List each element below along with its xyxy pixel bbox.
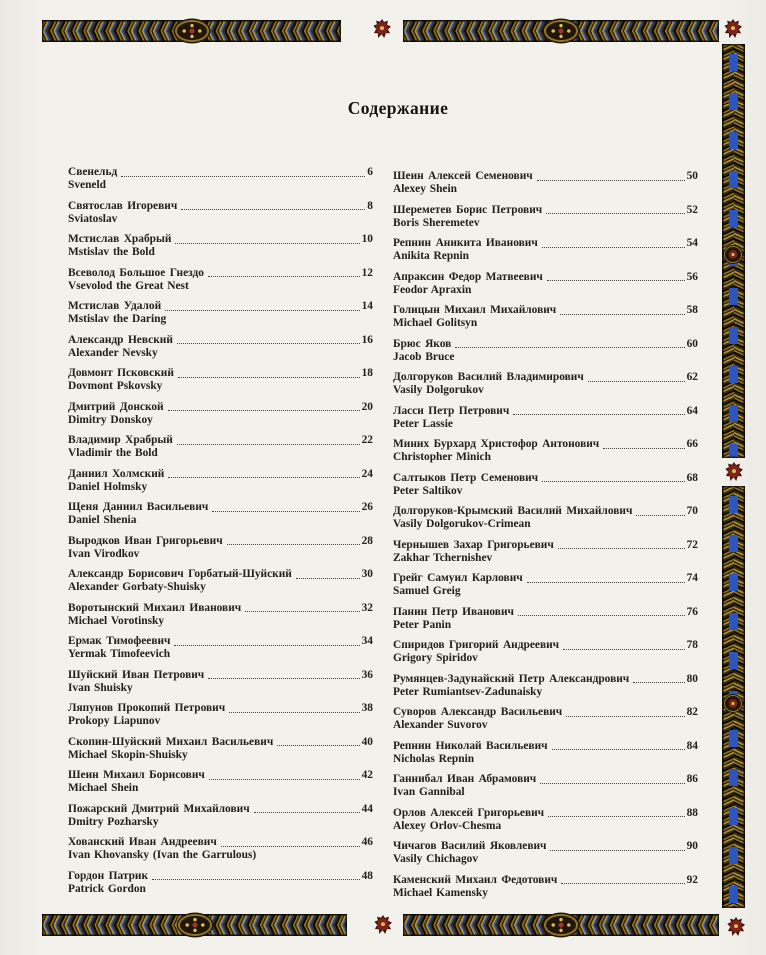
entry-page-number: 88 — [686, 806, 698, 819]
entry-title-english: Christopher Minich — [393, 451, 491, 463]
entry-page-number: 8 — [367, 199, 373, 212]
toc-entry-line — [393, 472, 698, 485]
dot-leader — [546, 213, 684, 214]
toc-entry-line — [68, 870, 373, 883]
dot-leader — [566, 716, 684, 717]
entry-title-russian: Панин Петр Иванович — [393, 605, 514, 618]
toc-entry-line — [68, 535, 373, 548]
dot-leader — [227, 544, 360, 545]
entry-title-russian: Долгоруков-Крымский Василий Михайлович — [393, 505, 633, 517]
toc-entry — [393, 170, 698, 204]
entry-page-number: 58 — [686, 304, 698, 316]
toc-entry-line — [393, 572, 698, 585]
entry-title-russian: Шуйский Иван Петрович — [68, 668, 205, 681]
entry-page-number: 72 — [686, 538, 698, 551]
entry-page-number: 52 — [686, 203, 698, 216]
entry-page-number: 18 — [361, 367, 373, 379]
dot-leader — [245, 611, 359, 612]
toc-entry — [68, 401, 373, 435]
toc-entry-line — [68, 200, 373, 213]
toc-entry — [393, 572, 698, 606]
entry-title-russian: Ласси Петр Петрович — [393, 404, 510, 417]
toc-entry — [393, 472, 698, 506]
toc-entry — [393, 371, 698, 405]
entry-title-english: Mstislav the Bold — [68, 246, 155, 258]
toc-entry — [68, 602, 373, 636]
entry-title-russian: Чичагов Василий Яковлевич — [393, 840, 547, 852]
entry-page-number: 60 — [686, 337, 698, 350]
oval-medallion-icon — [178, 914, 212, 936]
toc-entry — [68, 300, 373, 334]
toc-entry — [68, 434, 373, 468]
entry-title-english: Mstislav the Daring — [68, 313, 167, 325]
toc-entry-line — [393, 807, 698, 820]
toc-entry-line — [393, 170, 698, 183]
entry-page-number: 54 — [686, 237, 698, 249]
entry-title-english: Vladimir the Bold — [68, 447, 158, 459]
entry-title-english: Vsevolod the Great Nest — [68, 279, 189, 292]
toc-entry-line — [68, 434, 373, 447]
entry-title-russian: Гордон Патрик — [68, 869, 149, 882]
dot-leader — [558, 548, 685, 549]
toc-entry — [68, 166, 373, 200]
dot-leader — [542, 481, 685, 482]
entry-title-russian: Владимир Храбрый — [68, 434, 173, 446]
toc-entry-line — [393, 539, 698, 552]
entry-title-english: Vasily Chichagov — [393, 853, 479, 865]
dot-leader — [563, 649, 685, 650]
dot-leader — [550, 850, 684, 851]
entry-title-english: Boris Sheremetev — [393, 216, 480, 229]
entry-title-russian: Хованский Иван Андреевич — [68, 836, 217, 848]
dot-leader — [277, 745, 359, 746]
toc-entry — [68, 334, 373, 368]
entry-page-number: 26 — [361, 501, 373, 513]
dot-leader — [208, 276, 360, 277]
rosette-icon — [374, 915, 392, 935]
dot-leader — [518, 615, 685, 616]
dot-leader — [209, 779, 360, 780]
toc-entry-line — [393, 204, 698, 217]
toc-column-left — [68, 166, 373, 903]
entry-page-number: 70 — [686, 505, 698, 517]
toc-entry — [68, 367, 373, 401]
dot-leader — [633, 682, 684, 683]
toc-entry — [393, 740, 698, 774]
toc-entry-line — [393, 371, 698, 384]
entry-title-english: Alexander Suvorov — [393, 719, 488, 731]
toc-entry-line — [68, 267, 373, 280]
entry-title-english: Vasily Dolgorukov-Crimean — [393, 518, 531, 530]
entry-title-russian: Долгоруков Василий Владимирович — [393, 371, 584, 383]
round-medallion-icon — [724, 695, 742, 712]
entry-page-number: 24 — [361, 467, 373, 480]
entry-title-english: Sviatoslav — [68, 212, 118, 225]
entry-title-russian: Салтыков Петр Семенович — [393, 471, 539, 484]
round-medallion-icon — [724, 246, 742, 263]
entry-title-english: Grigory Spiridov — [393, 652, 478, 664]
toc-entry-line — [393, 840, 698, 853]
toc-entry-line — [393, 706, 698, 719]
entry-page-number: 40 — [361, 735, 373, 748]
dot-leader — [152, 879, 360, 880]
top-right-garland-band — [403, 20, 719, 42]
entry-title-russian: Шереметев Борис Петрович — [393, 203, 543, 216]
entry-title-english: Peter Lassie — [393, 417, 453, 430]
toc-entry — [393, 673, 698, 707]
entry-title-russian: Дмитрий Донской — [68, 400, 164, 413]
entry-page-number: 34 — [361, 635, 373, 647]
entry-title-russian: Спиридов Григорий Андреевич — [393, 639, 560, 651]
entry-title-english: Peter Saltikov — [393, 484, 463, 497]
toc-entry — [393, 706, 698, 740]
toc-entry-line — [393, 438, 698, 451]
entry-page-number: 16 — [361, 333, 373, 346]
entry-title-russian: Мстислав Храбрый — [68, 233, 172, 245]
entry-title-russian: Щеня Даниил Васильевич — [68, 501, 209, 513]
entry-title-russian: Выродков Иван Григорьевич — [68, 534, 223, 547]
entry-title-russian: Грейг Самуил Карлович — [393, 572, 523, 584]
entry-page-number: 56 — [686, 270, 698, 283]
toc-entry — [68, 267, 373, 301]
dot-leader — [121, 176, 365, 177]
entry-title-russian: Ляпунов Прокопий Петрович — [68, 702, 226, 714]
entry-title-russian: Суворов Александр Васильевич — [393, 706, 563, 718]
entry-page-number: 32 — [361, 601, 373, 614]
entry-title-russian: Голицын Михаил Михайлович — [393, 304, 557, 316]
entry-title-english: Michael Skopin-Shuisky — [68, 748, 188, 761]
entry-title-russian: Апраксин Федор Матвеевич — [393, 270, 543, 283]
entry-title-english: Alexander Gorbaty-Shuisky — [68, 581, 206, 593]
toc-entry — [68, 836, 373, 870]
entry-title-russian: Александр Борисович Горбатый-Шуйский — [68, 568, 292, 580]
entry-page-number: 68 — [686, 471, 698, 484]
toc-entry — [393, 539, 698, 573]
entry-title-english: Anikita Repnin — [393, 250, 470, 262]
toc-entry-line — [68, 166, 373, 179]
toc-entry — [68, 736, 373, 770]
entry-page-number: 82 — [686, 706, 698, 718]
entry-title-english: Dimitry Donskoy — [68, 413, 153, 426]
entry-title-english: Jacob Bruce — [393, 350, 455, 363]
entry-title-russian: Каменский Михаил Федотович — [393, 873, 558, 886]
entry-title-russian: Чернышев Захар Григорьевич — [393, 538, 554, 551]
toc-entry — [68, 870, 373, 904]
entry-title-russian: Александр Невский — [68, 333, 173, 346]
toc-entry — [68, 468, 373, 502]
toc-entry — [393, 639, 698, 673]
entry-page-number: 38 — [361, 702, 373, 714]
entry-page-number: 12 — [361, 266, 373, 279]
dot-leader — [560, 314, 684, 315]
entry-title-english: Dovmont Pskovsky — [68, 380, 163, 392]
bottom-right-garland-band — [403, 914, 719, 936]
toc-entry-line — [393, 405, 698, 418]
toc-entry — [393, 438, 698, 472]
entry-page-number: 66 — [686, 438, 698, 450]
toc-entry-line — [393, 271, 698, 284]
toc-entry-line — [393, 338, 698, 351]
entry-title-russian: Шеин Алексей Семенович — [393, 170, 533, 182]
entry-title-english: Feodor Apraxin — [393, 283, 472, 296]
entry-title-russian: Даниил Холмский — [68, 467, 165, 480]
toc-entry-line — [68, 635, 373, 648]
toc-entry — [68, 702, 373, 736]
toc-entry-line — [68, 769, 373, 782]
dot-leader — [636, 515, 684, 516]
dot-leader — [165, 310, 359, 311]
toc-entry — [393, 773, 698, 807]
dot-leader — [455, 347, 684, 348]
dot-leader — [547, 280, 685, 281]
entry-page-number: 14 — [361, 300, 373, 312]
toc-entry-line — [393, 673, 698, 686]
entry-title-english: Patrick Gordon — [68, 882, 146, 895]
oval-medallion-icon — [175, 20, 209, 42]
toc-entry-line — [393, 874, 698, 887]
entry-title-russian: Шеин Михаил Борисович — [68, 769, 205, 781]
dot-leader — [537, 180, 685, 181]
dot-leader — [552, 749, 685, 750]
dot-leader — [513, 414, 684, 415]
toc-entry-line — [68, 233, 373, 246]
entry-title-english: Ivan Virodkov — [68, 547, 140, 560]
toc-entry-line — [68, 334, 373, 347]
toc-entry-line — [68, 602, 373, 615]
dot-leader — [540, 783, 684, 784]
dot-leader — [181, 209, 365, 210]
entry-page-number: 42 — [361, 769, 373, 781]
toc-entry-line — [393, 505, 698, 518]
entry-page-number: 86 — [686, 773, 698, 785]
page-title: Содержание — [347, 98, 449, 118]
entry-title-english: Peter Rumiantsev-Zadunaisky — [393, 685, 543, 698]
dot-leader — [168, 410, 360, 411]
dot-leader — [174, 645, 359, 646]
entry-page-number: 22 — [361, 434, 373, 446]
dot-leader — [603, 448, 684, 449]
entry-title-russian: Румянцев-Задунайский Петр Александрович — [393, 672, 630, 685]
entry-title-russian: Мстислав Удалой — [68, 300, 162, 312]
toc-entry — [393, 405, 698, 439]
toc-entry — [68, 233, 373, 267]
toc-entry — [393, 840, 698, 874]
entry-title-russian: Воротынский Михаил Иванович — [68, 601, 242, 614]
toc-entry — [393, 271, 698, 305]
entry-title-english: Alexander Nevsky — [68, 346, 158, 359]
toc-entry — [393, 338, 698, 372]
entry-title-english: Zakhar Tchernishev — [393, 551, 493, 564]
toc-entry — [393, 237, 698, 271]
toc-entry — [393, 807, 698, 841]
bottom-left-garland-band — [42, 914, 347, 936]
entry-page-number: 90 — [686, 840, 698, 852]
oval-medallion-icon — [544, 914, 578, 936]
entry-title-english: Michael Vorotinsky — [68, 614, 165, 627]
dot-leader — [177, 444, 360, 445]
toc-entry — [68, 535, 373, 569]
entry-page-number: 20 — [361, 400, 373, 413]
dot-leader — [178, 377, 360, 378]
entry-title-english: Vasily Dolgorukov — [393, 384, 484, 396]
toc-entry-line — [68, 669, 373, 682]
entry-page-number: 80 — [686, 672, 698, 685]
entry-title-english: Ivan Khovansky (Ivan the Garrulous) — [68, 849, 257, 861]
rosette-icon — [725, 462, 743, 482]
entry-title-russian: Ганнибал Иван Абрамович — [393, 773, 537, 785]
entry-title-english: Peter Panin — [393, 618, 452, 631]
entry-page-number: 78 — [686, 639, 698, 651]
entry-title-english: Ivan Gannibal — [393, 786, 465, 798]
oval-medallion-icon — [544, 20, 578, 42]
entry-page-number: 84 — [686, 739, 698, 752]
entry-page-number: 92 — [686, 873, 698, 886]
toc-column-right — [393, 170, 698, 907]
entry-title-russian: Репнин Николай Васильевич — [393, 739, 548, 752]
toc-entry-line — [68, 300, 373, 313]
entry-page-number: 48 — [361, 869, 373, 882]
toc-entry — [393, 304, 698, 338]
dot-leader — [175, 243, 359, 244]
dot-leader — [212, 511, 359, 512]
top-left-garland-band — [42, 20, 341, 42]
dot-leader — [527, 582, 685, 583]
entry-title-english: Michael Golitsyn — [393, 317, 478, 329]
dot-leader — [561, 883, 684, 884]
entry-page-number: 30 — [361, 568, 373, 580]
entry-page-number: 62 — [686, 371, 698, 383]
entry-title-russian: Ермак Тимофеевич — [68, 635, 171, 647]
entry-title-russian: Всеволод Большое Гнездо — [68, 266, 204, 279]
entry-page-number: 74 — [686, 572, 698, 584]
toc-entry-line — [68, 468, 373, 481]
entry-title-russian: Миних Бурхард Христофор Антонович — [393, 438, 600, 450]
entry-page-number: 36 — [361, 668, 373, 681]
toc-entry-line — [68, 367, 373, 380]
entry-page-number: 50 — [686, 170, 698, 182]
entry-title-english: Daniel Holmsky — [68, 480, 148, 493]
toc-entry-line — [68, 736, 373, 749]
dot-leader — [588, 381, 685, 382]
entry-page-number: 44 — [361, 802, 373, 815]
entry-title-russian: Свенельд — [68, 166, 118, 178]
entry-title-russian: Святослав Игоревич — [68, 199, 178, 212]
entry-title-english: Michael Kamensky — [393, 886, 488, 899]
dot-leader — [542, 247, 685, 248]
entry-page-number: 64 — [686, 404, 698, 417]
toc-entry-line — [393, 740, 698, 753]
toc-entry-line — [68, 836, 373, 849]
toc-entry-line — [393, 606, 698, 619]
entry-title-english: Alexey Orlov-Chesma — [393, 819, 502, 832]
dot-leader — [296, 578, 360, 579]
entry-title-english: Daniel Shenia — [68, 514, 137, 526]
toc-entry — [68, 669, 373, 703]
toc-entry — [393, 505, 698, 539]
entry-title-russian: Брюс Яков — [393, 337, 452, 350]
dot-leader — [254, 812, 360, 813]
entry-page-number: 76 — [686, 605, 698, 618]
entry-title-english: Samuel Greig — [393, 585, 461, 597]
toc-entry — [68, 635, 373, 669]
toc-entry-line — [393, 304, 698, 317]
toc-entry — [68, 501, 373, 535]
toc-entry-line — [68, 803, 373, 816]
toc-entry — [68, 568, 373, 602]
entry-title-russian: Довмонт Псковский — [68, 367, 174, 379]
dot-leader — [208, 678, 359, 679]
entry-title-english: Yermak Timofeevich — [68, 648, 171, 660]
entry-title-russian: Орлов Алексей Григорьевич — [393, 806, 545, 819]
entry-title-russian: Скопин-Шуйский Михаил Васильевич — [68, 735, 274, 748]
toc-entry-line — [68, 501, 373, 514]
entry-title-english: Prokopy Liapunov — [68, 715, 161, 727]
entry-page-number: 6 — [367, 166, 373, 178]
rosette-icon — [724, 19, 742, 39]
toc-entry-line — [393, 639, 698, 652]
toc-entry-line — [68, 702, 373, 715]
entry-title-english: Nicholas Repnin — [393, 752, 475, 765]
toc-entry — [68, 803, 373, 837]
dot-leader — [221, 846, 360, 847]
toc-entry-line — [393, 237, 698, 250]
toc-entry — [68, 200, 373, 234]
dot-leader — [548, 816, 685, 817]
toc-entry — [68, 769, 373, 803]
entry-title-english: Alexey Shein — [393, 183, 457, 195]
entry-page-number: 28 — [361, 534, 373, 547]
toc-entry-line — [68, 401, 373, 414]
entry-title-english: Michael Shein — [68, 782, 139, 794]
entry-title-russian: Пожарский Дмитрий Михайлович — [68, 802, 250, 815]
toc-entry — [393, 204, 698, 238]
rosette-icon — [727, 917, 745, 937]
entry-title-english: Sveneld — [68, 179, 106, 191]
dot-leader — [177, 343, 360, 344]
entry-page-number: 46 — [361, 836, 373, 848]
entry-title-english: Ivan Shuisky — [68, 681, 133, 694]
dot-leader — [168, 477, 359, 478]
entry-page-number: 10 — [361, 233, 373, 245]
dot-leader — [229, 712, 359, 713]
toc-entry — [393, 874, 698, 908]
toc-entry — [393, 606, 698, 640]
entry-title-english: Dmitry Pozharsky — [68, 815, 159, 828]
toc-entry-line — [393, 773, 698, 786]
entry-title-russian: Репнин Аникита Иванович — [393, 237, 538, 249]
rosette-icon — [373, 19, 391, 39]
toc-entry-line — [68, 568, 373, 581]
